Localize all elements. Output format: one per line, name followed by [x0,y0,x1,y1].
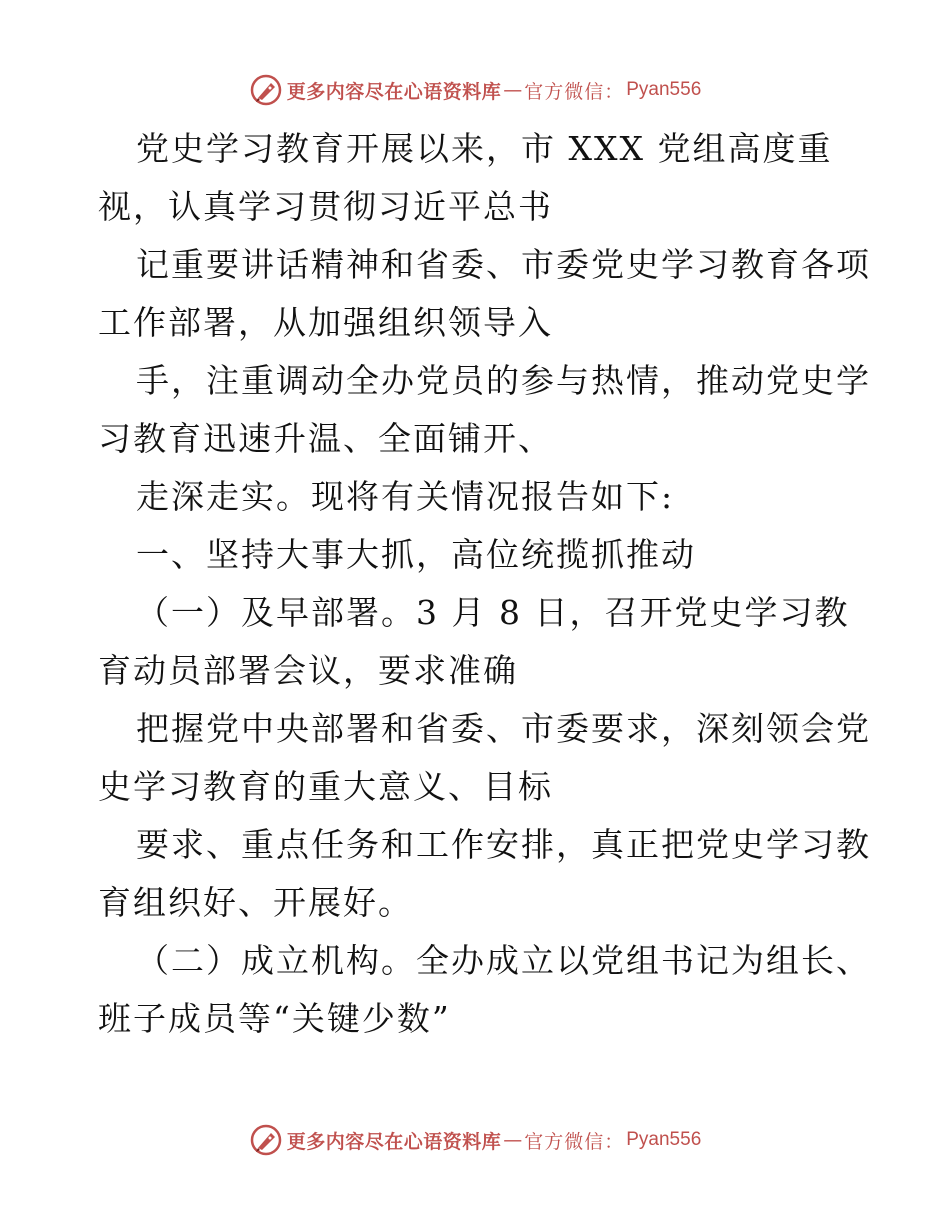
banner-dash: — [503,79,523,101]
banner-wechat-id: Pyan556 [626,79,702,100]
banner-wechat-label: 官方微信： [524,80,625,103]
banner-wechat-id: Pyan556 [626,1129,702,1150]
text-line: 把握党中央部署和省委、市委要求，深刻领会党 [136,709,871,748]
document-body [98,120,871,1048]
text-line: 史学习教育的重大意义、目标 [98,767,553,806]
banner-dash: — [503,1129,523,1151]
text-line: （二）成立机构。全办成立以党组书记为组长、 [136,941,871,980]
text-line: （一）及早部署。3 月 8 日，召开党史学习教 [136,593,850,632]
header-banner [0,70,950,110]
text-line: 记重要讲话精神和省委、市委党史学习教育各项 [136,245,871,284]
text-line: 育动员部署会议，要求准确 [98,651,518,690]
text-line: 习教育迅速升温、全面铺开、 [98,419,553,458]
pen-nib-logo-icon [249,1123,283,1157]
text-line: 班子成员等“关键少数” [98,999,451,1038]
text-line: 走深走实。现将有关情况报告如下: [136,477,675,516]
text-line: 党史学习教育开展以来，市 XXX 党组高度重 [136,129,833,168]
text-line: 手，注重调动全办党员的参与热情，推动党史学 [136,361,871,400]
text-line: 工作部署，从加强组织领导入 [98,303,553,342]
banner-wechat-label: 官方微信： [524,1130,625,1153]
footer-banner [0,1120,950,1160]
banner-slogan: 更多内容尽在心语资料库 [286,1130,502,1153]
pen-nib-logo-icon [249,73,283,107]
section-heading: 一、坚持大事大抓，高位统揽抓推动 [136,535,696,574]
text-line: 育组织好、开展好。 [98,883,413,922]
banner-slogan: 更多内容尽在心语资料库 [286,80,502,103]
text-line: 视，认真学习贯彻习近平总书 [98,187,553,226]
text-line: 要求、重点任务和工作安排，真正把党史学习教 [136,825,871,864]
